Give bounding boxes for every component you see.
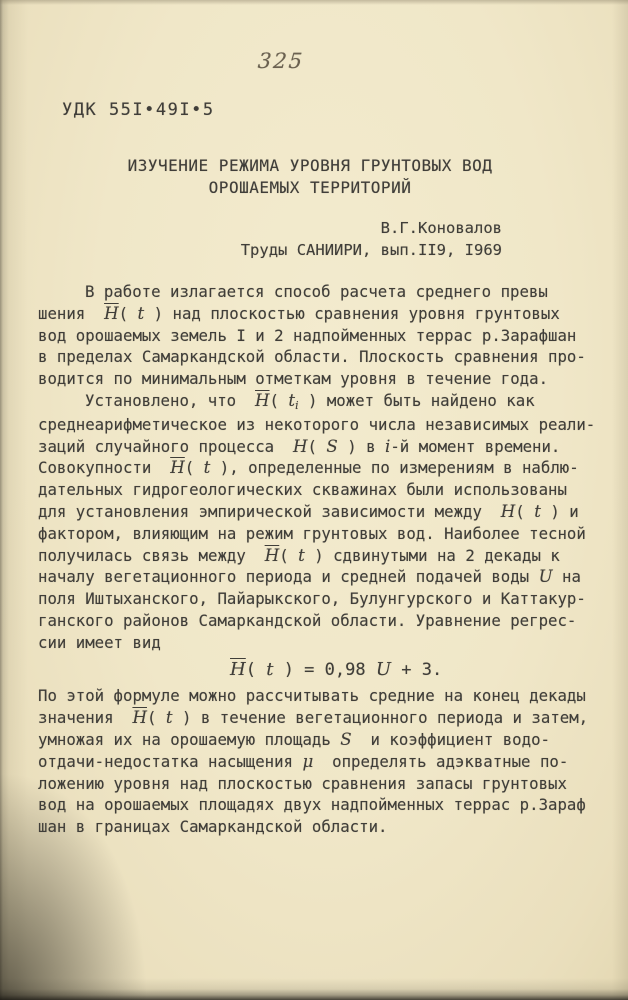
math-symbol: $\overline{H}$ [170,458,185,478]
math-symbol: t [203,458,211,478]
text-run: ), определенные по измерениям в наблю- [210,458,579,478]
math-symbol: t [137,303,145,323]
text-run: ( [146,708,166,728]
text-line [38,479,604,501]
text-line [38,707,604,729]
text-run: водится по минимальным отметкам уровня в течение года. [38,369,549,389]
text-run: Совокупности [38,458,171,478]
text-run: шан в границах Самаркандской области. [38,817,388,837]
text-run: шения [38,303,105,323]
text-line [38,436,604,458]
text-line [38,390,604,414]
text-run: заций случайного процесса [38,436,294,456]
publication-source: Труды САНИИРИ, вып.II9, I969 [240,241,502,259]
text-run: и коэффициент водо- [351,729,550,749]
text-run: на [552,567,581,587]
math-symbol: $\overline{H}$ [132,708,147,728]
math-symbol: $\overline{H}$ [264,545,280,565]
text-line [38,414,604,436]
text-line [38,501,604,523]
text-run: ) = 0,98 [273,659,376,680]
article-title [0,155,620,199]
text-run: сии имеет вид [38,632,161,652]
text-run: среднеарифметическое из некоторого числа независимых реали- [38,414,596,434]
text-line [38,729,604,751]
text-line [230,659,604,682]
text-line [38,632,604,654]
text-run: ганского районов Самаркандской области. Уравнение регрес- [38,610,577,630]
text-run: ) в [337,436,386,456]
math-symbol: t [534,501,541,521]
text-run: По этой формуле можно рассчитывать средние на конец декады [38,686,586,706]
text-run: -й момент времени. [390,436,561,456]
text-run: поля Иштыханского, Пайарыкского, Булунгурского и Каттакур- [38,589,586,609]
text-run: ( [515,501,535,521]
text-run: ) и [540,501,579,521]
text-line [38,794,604,816]
math-symbol: t [165,708,173,728]
abstract-paragraph [38,281,604,390]
text-run: ( [184,458,204,478]
text-run: ( [307,436,327,456]
udc-classification: УДК 55I•49I•5 [62,100,215,120]
math-symbol: U [538,567,553,587]
text-line [38,773,604,795]
text-line [38,346,604,368]
text-run: ) сдвинутыми на 2 декады к [304,545,560,565]
text-line [38,281,604,303]
math-symbol: t [288,390,296,410]
text-line [38,545,604,567]
abstract-paragraph [38,390,604,654]
text-run: ложению уровня над плоскостью сравнения запасы грунтовых [38,773,567,793]
text-line [38,610,604,632]
text-run: отдачи-недостатка насыщения [38,751,303,771]
math-symbol: t [298,545,305,565]
math-symbol: H [500,501,516,521]
text-run: ( [269,390,289,410]
handwritten-page-number: 325 [256,49,306,73]
text-run: ) над плоскостью сравнения уровня грунтовых [144,303,560,323]
text-run: получилась связь между [38,545,265,565]
text-line [38,685,604,707]
text-line [38,751,604,773]
text-run: Установлено, что [85,390,256,410]
abstract-paragraph [38,685,604,838]
math-symbol: t [266,658,274,680]
regression-formula [230,659,604,682]
text-run: значения [38,708,133,728]
text-line [38,303,604,325]
text-run: началу вегетационного периода и средней подачей воды [38,567,539,587]
text-run: В работе излагается способ расчета среднего превы [85,282,548,301]
text-line [38,325,604,347]
text-run: вод на орошаемых площадях двух надпойменных террас р.Зараф [38,795,586,815]
text-line [38,457,604,479]
text-run: в пределах Самаркандской области. Плоскость сравнения про- [38,347,586,367]
article-title-line-1: ИЗУЧЕНИЕ РЕЖИМА УРОВНЯ ГРУНТОВЫХ ВОД [127,156,493,175]
byline [241,217,502,261]
text-run: дательных гидрогеологических скважинах были использованы [38,480,567,500]
text-run: ) может быть найдено как [298,390,535,410]
text-run: для установления эмпирической зависимости между [38,501,501,521]
math-symbol: S [326,436,338,456]
text-run: ( [118,303,138,323]
math-symbol: i [385,436,391,456]
math-symbol: $\overline{H}$ [104,303,119,323]
abstract-text [38,281,604,838]
text-run: вод орошаемых земель I и 2 надпойменных террас р.Зарафшан [38,325,577,345]
math-symbol: H [293,436,308,456]
author-name: В.Г.Коновалов [380,219,502,237]
text-run: ( [279,545,299,565]
math-symbol: i [295,399,299,413]
text-line [38,523,604,545]
math-symbol: μ [302,751,314,771]
math-symbol: $\overline{H}$ [230,658,246,680]
text-run: умножая их на орошаемую площадь [38,729,341,749]
article-title-line-2: ОРОШАЕМЫХ ТЕРРИТОРИЙ [208,178,412,197]
text-line [38,368,604,390]
math-symbol: $\overline{H}$ [255,390,270,410]
text-run: фактором, влияющим на режим грунтовых вод. Наиболее тесной [38,523,586,543]
math-symbol: U [375,658,391,680]
text-run: определять адэкватные по- [313,751,569,771]
text-run: + 3. [391,659,443,680]
math-symbol: S [340,729,352,749]
text-line [38,588,604,610]
text-line [38,816,604,838]
text-line [38,566,604,588]
text-run: ( [245,659,267,680]
text-run: ) в течение вегетационного периода и затем, [172,708,589,728]
